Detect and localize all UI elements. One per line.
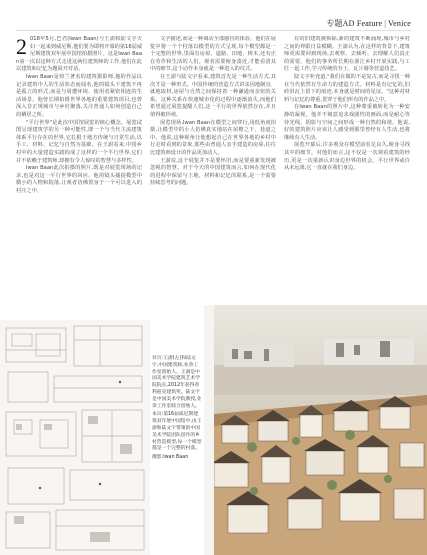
paragraph: Iwan Baan此次拍摄的照片,既是对展览现场的记录,也是对这一平行世界的回应。他用镜头捕捉模型中微小的人物和院落,让观者仿佛置身于一个可以进入的村庄之中。 (16, 165, 142, 194)
caption-paragraph: 对页:王澍(左)和陆文宇,中国建筑师,业余工作室创始人。王澍是中国美术学院建筑艺术学院院长,2012年获得普利兹克建筑奖。陆文宇是中国美术学院教授,业余工作室联合创始人。 (152, 356, 202, 409)
caption-credit: 摄影:Iwan Baan (152, 455, 189, 461)
paragraph: 展览现场,Iwan Baan在模型之间穿行,用低角度拍摄,让模型中的小人仿佛真实地站在屋檐之下、巷道之中。他说,这种视角让他想起自己在世界各地的乡村中行走时看到的景象,那些由普通人亲手建造的房屋,往往比建筑师设计的作品更加动人。 (150, 119, 276, 156)
village-model-photo (204, 305, 427, 555)
architectural-sketch-image (0, 320, 150, 555)
paragraph-text: 018年5月,巴君(Iwan Baan)与王澍和陆文宇夫妇一起来到威尼斯,他们要为即将开幕的第16届威尼斯建筑双年展中国馆拍摄照片。这是Iwan Baan第一次以这种方式走进这两位建筑师的工作,他们在此以建筑和记忆为题展开对话。 (16, 36, 142, 73)
paragraph: "平行世界"是此次中国馆展览的核心概念。展览试图呈现建筑学的另一种可能性,即一个与当代主流建筑体系平行存在的世界,它扎根于地方传统与日常生活,以手工、材料、记忆与自然为基础。在王澍看来,中国乡村中的大量建造实践构成了这样的一个平行世界,它们并不依赖于建筑师,却拥有令人惊叹的智慧与多样性。 (16, 119, 142, 164)
paragraph: 展览开幕后,许多观众在模型前驻足良久,俯身寻找其中的细节。对他们而言,这不仅是一次观看建筑的经历,更是一次重新认识身边世界的机会。平行世界或许从未远离,它一直就在我们身边。 (284, 142, 410, 172)
header-category: Venice (388, 19, 411, 28)
paragraph: 在王澍与陆文宇看来,建筑首先是一种生活方式,其次才是一种形式。中国传统的营造方式讲求因地制宜、就地取材,房屋与自然之间保持着一种谦逊而亲密的关系。这种关系在快速城市化的过程中逐渐消失,而他们希望通过展览提醒人们,这一平行的世界依然存在,并且值得被珍视。 (150, 73, 276, 118)
header-section: 专题AD Feature (326, 19, 383, 28)
paragraph: 陆文宇补充道,"我们在做的不是复古,而是寻找一种在当代依然有生命力的建造方式。材料是有记忆的,旧砖旧瓦上留下的痕迹,本身就是时间的见证。"这种对材料与记忆的尊重,贯穿于他们所有的作品之中。 (284, 73, 410, 103)
paragraph: 有的旧建筑被拆除,新的建筑不断涌现,城市与乡村之间的界限日益模糊。王澍认为,在这样的背景下,建筑师更需要回到现场,去观察、去倾听、去理解人们真正的需要。他们的事务所长期在浙江乡村开展实践,与工匠一起工作,学习传统的夯土、瓦爿墙等营造技艺。 (284, 36, 410, 73)
header-rule (16, 30, 411, 31)
page-header (326, 18, 411, 29)
paragraph: 在Iwan Baan的照片中,这种尊重被转化为一种安静的凝视。他并不刻意追求戏剧性的画面,而是耐心等待光线、阴影与空间之间形成一种自然的和谐。他说,好的建筑照片应该让人感受到那里曾经有人生活,也将继续有人生活。 (284, 104, 410, 141)
drop-cap: 2 (16, 36, 27, 59)
article-column-1 (16, 36, 142, 354)
paragraph: 文字描述,而是一种调动全部感官的体验。他们在展览中将一个个村落以模型的方式呈现,每个模型都是一个完整的世界,里面有房屋、道路、田地、树木,还有正在劳作和生活的人们。观者需要俯身凑近,才能看清其中的细节,这个动作本身就是一种进入的仪式。 (150, 36, 276, 73)
photo-caption (152, 356, 202, 464)
paragraph: Iwan Baan是荷兰著名的建筑摄影师,他的作品以记录建筑中人的生活状态而闻名,他的镜头下建筑不再是孤立的形式,而是与周遭环境、使用者紧密相连的生活场景。他曾长期拍摄世界各地的重要建筑项目,也曾深入非正规城市与乡村聚落,关注普通人如何创造自己的栖居之所。 (16, 73, 142, 118)
article-column-2 (150, 36, 276, 306)
header-separator: | (384, 19, 387, 28)
article-column-3 (284, 36, 410, 316)
paragraph (16, 36, 142, 74)
caption-paragraph: 本页:第16届威尼斯建筑双年展中国馆中,由王澍和陆文宇带领的中国美术学院团队创作的乡村营造模型,每一个模型都是一个完整的村落。 (152, 412, 202, 452)
paragraph: 王澍说,这个展览并不是要怀旧,而是要重新发现被忽视的智慧。对于今天的中国建筑而言,如何在现代化的进程中保留与土地、材料和记忆的联系,是一个需要持续思考的问题。 (150, 157, 276, 187)
